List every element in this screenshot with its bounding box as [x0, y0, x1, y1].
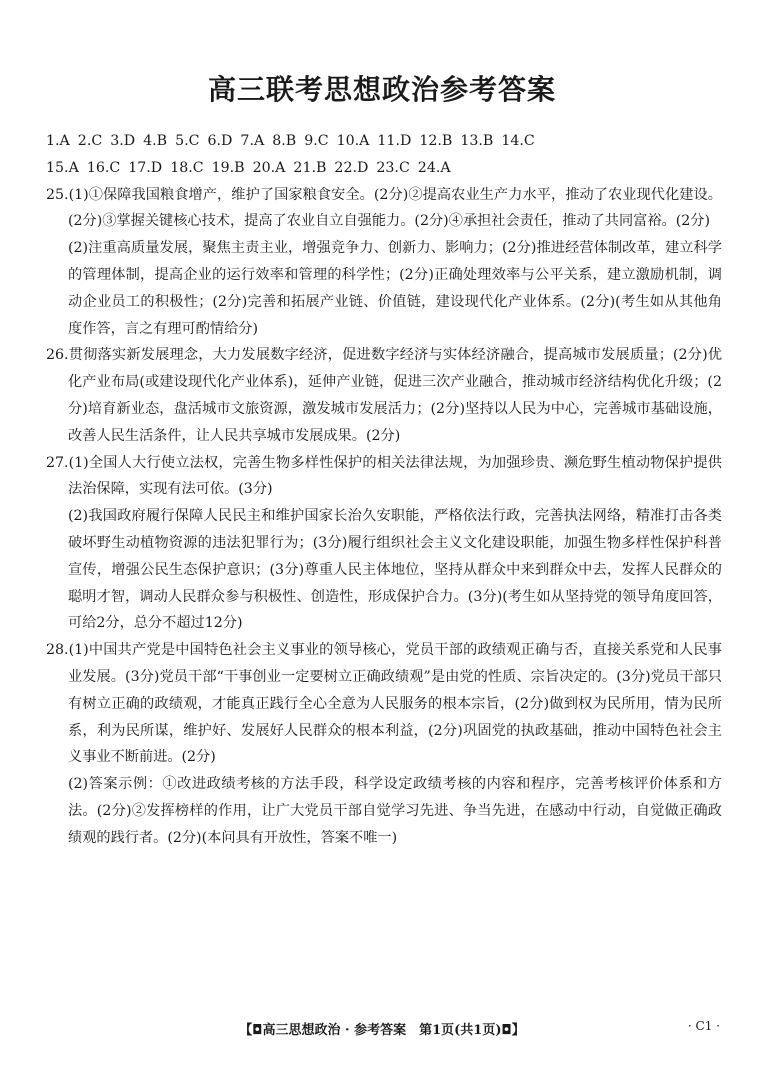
choice-answer: 20.A — [252, 159, 286, 176]
choice-answers-row-1 — [46, 128, 722, 155]
choice-answer: 21.B — [293, 159, 327, 176]
answer-content — [46, 128, 722, 852]
choice-answer: 2.C — [77, 133, 103, 149]
choice-answer: 7.A — [240, 133, 265, 149]
q28-part2: (2)答案示例：①改进政绩考核的方法手段，科学设定政绩考核的内容和程序，完善考核评价体系和方法。(2分)②发挥榜样的作用，让广大党员干部自觉学习先进、争当先进，在感动中行动，自觉做正确政绩观的践行者。(2分)(本问具有开放性，答案不唯一) — [68, 776, 722, 846]
choice-answer: 1.A — [46, 133, 70, 149]
page-footer: 【◘高三思想政治 · 参考答案 第1页(共1页)◘】 — [239, 1023, 525, 1038]
page-title: 高三联考思想政治参考答案 — [207, 73, 556, 106]
q27-part2: (2)我国政府履行保障人民民主和维护国家长治久安职能，严格依法行政，完善执法网络，精准打击各类破坏野生动植物资源的违法犯罪行为；(3分)履行组织社会主义文化建设职能，加强生物多样性保护科普宣传，增强公民生态保护意识；(3分)尊重人民主体地位，坚持从群众中来到群众中去，发挥人民群众的聪明才智，调动人民群众参与积极性、创造性，形成保护合力。(3分)(考生如从坚持党的领导角度回答，可给2分，总分不超过12分) — [68, 508, 722, 632]
choice-answer: 16.C — [86, 159, 121, 176]
q27-part1: 27.(1)全国人大行使立法权，完善生物多样性保护的相关法律法规，为加强珍贵、濒危野生植动物保护提供法治保障，实现有法可依。(3分) — [46, 454, 722, 498]
choice-answer: 15.A — [46, 159, 79, 176]
choice-answer: 9.C — [304, 133, 329, 149]
choice-answer: 4.B — [143, 133, 168, 149]
choice-answer: 19.B — [211, 159, 245, 176]
choice-answer: 23.C — [376, 159, 410, 176]
choice-answer: 3.D — [110, 133, 136, 149]
choice-answer: 6.D — [207, 133, 233, 149]
q28-part1: 28.(1)中国共产党是中国特色社会主义事业的领导核心，党员干部的政绩观正确与否，直接关系党和人民事业发展。(3分)党员干部“干事创业一定要树立正确政绩观”是由党的性质、宗旨决定的。(3分)党员干部只有树立正确的政绩观，才能真正践行全心全意为人民服务的根本宗旨，(2分)做到权为民所用，情为民所系，利为民所谋，维护好、发展好人民群众的根本利益，(2分)巩固党的执政基础，推动中国特色社会主义事业不断前进。(2分) — [46, 642, 722, 766]
q25-part2: (2)注重高质量发展，聚焦主责主业，增强竞争力、创新力、影响力；(2分)推进经营体制改革，建立科学的管理体制，提高企业的运行效率和管理的科学性；(2分)正确处理效率与公平关系，建立激励机制，调动企业员工的积极性；(2分)完善和拓展产业链、价值链，建设现代化产业体系。(2分)(考生如从其他角度作答，言之有理可酌情给分) — [68, 240, 722, 337]
choice-answer: 13.B — [460, 133, 494, 149]
choice-answer: 22.D — [334, 159, 369, 176]
choice-answer: 11.D — [377, 133, 412, 149]
q26-answer: 26.贯彻落实新发展理念，大力发展数字经济，促进数字经济与实体经济融合，提高城市发展质量；(2分)优化产业布局(或建设现代化产业体系)，延伸产业链，促进三次产业融合，推动城市经济结构优化升级；(2分)培育新业态，盘活城市文旅资源，激发城市发展活力；(2分)坚持以人民为中心，完善城市基础设施，改善人民生活条件，让人民共享城市发展成果。(2分) — [46, 347, 722, 444]
choice-answer: 24.A — [417, 159, 451, 176]
choice-answer: 5.C — [175, 133, 200, 149]
choice-answer: 18.C — [170, 159, 204, 176]
choice-answer: 8.B — [272, 133, 297, 149]
choice-answer: 17.D — [128, 159, 163, 176]
page-code: · C1 · — [687, 1019, 720, 1033]
choice-answer: 12.B — [419, 133, 453, 149]
q25-part1: 25.(1)①保障我国粮食增产，维护了国家粮食安全。(2分)②提高农业生产力水平，推动了农业现代化建设。(2分)③掌握关键核心技术，提高了农业自立自强能力。(2分)④承担社会责任，推动了共同富裕。(2分) — [46, 186, 722, 230]
choice-answers-row-2 — [46, 155, 722, 182]
choice-answer: 10.A — [336, 133, 370, 149]
choice-answer: 14.C — [501, 133, 535, 149]
